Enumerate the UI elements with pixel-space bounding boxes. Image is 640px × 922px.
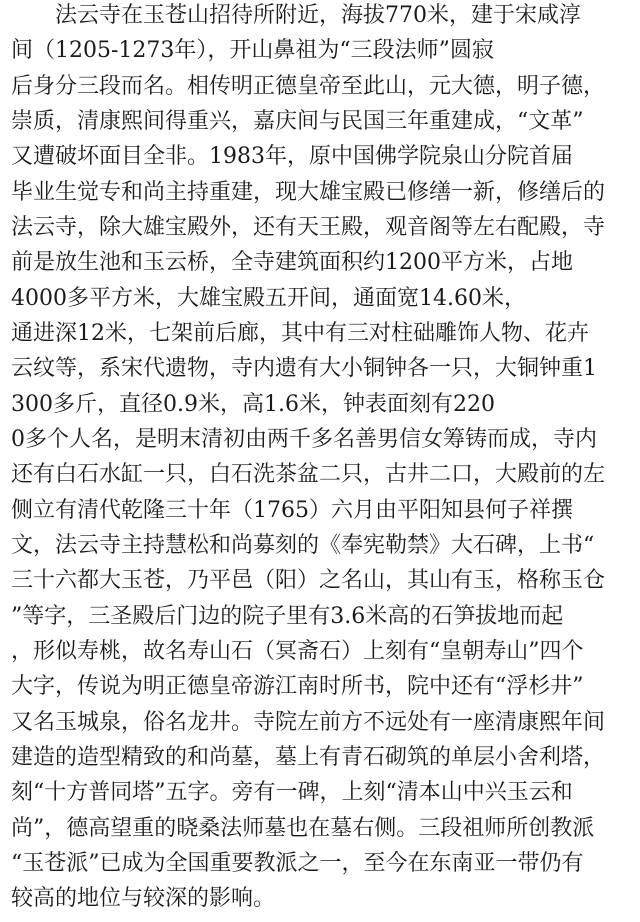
text-line: 崇质，清康熙间得重兴，嘉庆间与民国三年重建成，“文革” <box>11 109 584 134</box>
text-line: 云纹等，系宋代遗物，寺内遗有大小铜钟各一只，大铜钟重1 <box>11 356 597 381</box>
text-line: 三十六都大玉苍，乃平邑（阳）之名山，其山有玉，格称玉仓 <box>11 568 606 593</box>
text-line: 尚”，德高望重的晓桑法师墓也在墓右侧。三段祖师所创教派 <box>11 816 595 841</box>
text-line: 间（1205-1273年），开山鼻祖为“三段法师”圆寂 <box>11 38 494 63</box>
text-line: 300多斤，直径0.9米，高1.6米，钟表面刻有220 <box>11 392 495 417</box>
text-line: 较高的地位与较深的影响。 <box>11 886 276 911</box>
text-line: 后身分三段而名。相传明正德皇帝至此山，元大德，明子德， <box>11 74 606 99</box>
text-line: 又名玉城泉，俗名龙井。寺院左前方不远处有一座清康熙年间 <box>11 710 606 735</box>
text-line: 前是放生池和玉云桥，全寺建筑面积约1200平方米，占地 <box>11 250 573 275</box>
text-line: 通进深12米，七架前后廊，其中有三对柱础雕饰人物、花卉 <box>11 321 589 346</box>
text-line: ，形似寿桃，故名寿山石（冥斋石）上刻有“皇朝寿山”四个 <box>11 639 584 664</box>
text-line: 建造的造型精致的和尚墓，墓上有青石砌筑的单层小舍利塔， <box>11 745 606 770</box>
text-line: 又遭破坏面目全非。1983年，原中国佛学院泉山分院首届 <box>11 144 573 169</box>
text-line: 文，法云寺主持慧松和尚募刻的《奉宪勒禁》大石碑，上书“ <box>11 533 595 558</box>
text-line: 大字，传说为明正德皇帝游江南时所书，院中还有“浮杉井” <box>11 674 584 699</box>
text-line: 刻“十方普同塔”五字。旁有一碑，上刻“清本山中兴玉云和 <box>11 780 573 805</box>
text-line: ”等字，三圣殿后门边的院子里有3.6米高的石笋拔地而起 <box>11 604 564 629</box>
text-line: 4000多平方米，大雄宝殿五开间，通面宽14.60米， <box>11 286 526 311</box>
text-line: 毕业生觉专和尚主持重建，现大雄宝殿已修缮一新，修缮后的 <box>11 180 606 205</box>
text-line: 侧立有清代乾隆三十年（1765）六月由平阳知县何子祥撰 <box>11 498 573 523</box>
text-line: 法云寺在玉苍山招待所附近，海拔770米，建于宋咸淳 <box>11 3 581 28</box>
text-line: 法云寺，除大雄宝殿外，还有天王殿，观音阁等左右配殿，寺 <box>11 215 606 240</box>
text-line: 还有白石水缸一只，白石洗茶盆二只，古井二口，大殿前的左 <box>11 462 606 487</box>
text-line: “玉苍派”已成为全国重要教派之一，至今在东南亚一带仍有 <box>11 851 584 876</box>
text-line: 0多个人名，是明末清初由两千多名善男信女筹铸而成，寺内 <box>11 427 597 452</box>
